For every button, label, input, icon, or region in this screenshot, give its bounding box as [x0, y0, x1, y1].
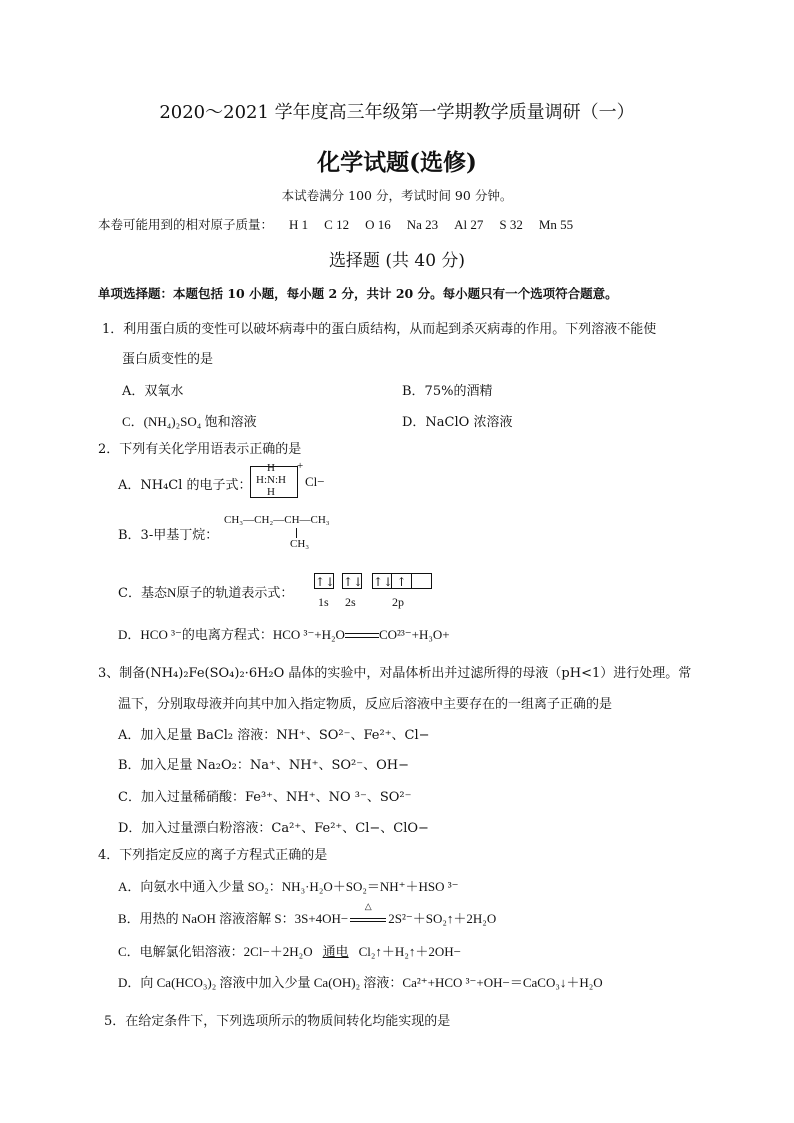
q2-b-branch: CH₃: [290, 538, 310, 550]
q1-option-d: D．NaClO 浓溶液: [402, 415, 513, 430]
equals-sign-icon: [350, 918, 386, 922]
exam-note: 本试卷满分 100 分，考试时间 90 分钟。: [281, 188, 513, 203]
atomic-mass-label: 本卷可能用到的相对原子质量：: [98, 217, 274, 232]
q4-c-right: Cl₂↑＋H₂↑＋2OH−: [358, 944, 461, 959]
exam-subtitle: 化学试题(选修): [317, 149, 477, 176]
atomic-mass-c: C 12: [324, 217, 350, 232]
atomic-mass-na: Na 23: [406, 217, 439, 232]
q4-b-condition: [348, 901, 388, 927]
atomic-mass-s: S 32: [499, 217, 523, 232]
q1-option-c: C．(NH₄)₂SO₄ 饱和溶液: [122, 414, 257, 429]
q3-stem-line1: 3、制备(NH₄)₂Fe(SO₄)₂·6H₂O 晶体的实验中，对晶体析出并过滤所得的母液（pH<1）进行处理。常: [98, 666, 692, 681]
q2-a-h-top: H: [267, 462, 275, 474]
q4-b-right: 2S²⁻＋SO₂↑＋2H₂O: [388, 911, 497, 926]
equilibrium-arrow-icon: [345, 631, 379, 641]
q1-stem-line2: 蛋白质变性的是: [122, 352, 214, 367]
q2-b-chain: CH₃—CH₂—CH—CH₃: [224, 514, 330, 526]
q2-a-h-bottom: H: [267, 486, 275, 498]
orbital-box: ↑↓: [343, 575, 364, 589]
q2-c-label-1s: 1s: [318, 595, 329, 609]
atomic-mass-o: O 16: [365, 217, 391, 232]
q1-stem-line1: 1．利用蛋白质的变性可以破坏病毒中的蛋白质结构，从而起到杀灭病毒的作用。下列溶液不能使: [102, 322, 657, 337]
section-heading: 选择题 (共 40 分): [328, 251, 466, 271]
q2-c-orbital-1s: [314, 573, 334, 589]
q2-c-label-2s: 2s: [345, 595, 356, 609]
q3-option-d: D．加入过量漂白粉溶液：Ca²⁺、Fe²⁺、Cl−、ClO−: [118, 821, 429, 836]
q5-stem: 5．在给定条件下，下列选项所示的物质间转化均能实现的是: [104, 1014, 451, 1029]
q2-c-n: N: [166, 585, 177, 600]
orbital-box: ↑↓: [315, 575, 336, 589]
q1-option-b: B．75%的酒精: [402, 384, 493, 399]
q4-c-left: C．电解氯化铝溶液：2Cl−＋2H₂O: [118, 944, 313, 959]
q3-option-c: C．加入过量稀硝酸：Fe³⁺、NH⁺、NO ³⁻、SO²⁻: [118, 790, 412, 805]
q2-option-d: [118, 624, 450, 643]
exam-title: 2020～2021 学年度高三年级第一学期教学质量调研（一）: [159, 102, 635, 123]
orbital-box: [412, 573, 432, 589]
q2-a-charge: +: [297, 460, 304, 472]
q4-option-a: A．向氨水中通入少量 SO₂：NH₃·H₂O＋SO₂＝NH⁺＋HSO ³⁻: [118, 879, 459, 894]
q2-d-right: CO²³⁻+H₃O+: [378, 627, 450, 642]
section-instruction: 单项选择题：本题包括 10 小题，每小题 2 分，共计 20 分。每小题只有一个选项符合题意。: [98, 286, 618, 301]
q4-option-b: [118, 901, 497, 927]
q2-a-anion: Cl−: [305, 474, 325, 489]
q1-option-a: A．双氧水: [122, 384, 184, 399]
q4-option-c: [118, 941, 461, 960]
atomic-mass-al: Al 27: [454, 217, 484, 232]
q2-a-h-n-h: H:N:H: [256, 474, 286, 486]
q2-stem: 2．下列有关化学用语表示正确的是: [98, 442, 302, 457]
q3-stem-line2: 温下，分别取母液并向其中加入指定物质，反应后溶液中主要存在的一组离子正确的是: [118, 697, 613, 712]
q2-c-orbital-2p: [372, 573, 432, 589]
orbital-box: ↑: [392, 573, 412, 589]
orbital-box: ↑↓: [373, 575, 394, 589]
atomic-mass-mn: Mn 55: [538, 217, 574, 232]
q2-option-c-label: [118, 582, 293, 601]
q2-b-branch-bond: [296, 528, 297, 538]
q4-stem: 4．下列指定反应的离子方程式正确的是: [98, 848, 328, 863]
atomic-mass-h: H 1: [289, 217, 309, 232]
q2-c-label-1: C．基态: [118, 586, 167, 601]
q4-c-condition: 通电: [322, 944, 349, 959]
q3-option-a: A．加入足量 BaCl₂ 溶液：NH⁺、SO²⁻、Fe²⁺、Cl−: [118, 728, 430, 743]
q2-c-orbital-2s: [342, 573, 362, 589]
q4-option-d: D．向 Ca(HCO₃)₂ 溶液中加入少量 Ca(OH)₂ 溶液：Ca²⁺+HCO ³⁻+OH−＝CaCO₃↓＋H₂O: [118, 975, 603, 990]
q2-d-left: D．HCO ³⁻的电离方程式：HCO ³⁻+H₂O: [118, 627, 345, 642]
q2-option-b-label: B．3-甲基丁烷：: [118, 528, 219, 543]
q3-option-b: B．加入足量 Na₂O₂：Na⁺、NH⁺、SO²⁻、OH−: [118, 758, 409, 773]
q2-c-label-2p: 2p: [392, 595, 404, 609]
q2-option-a-label: A．NH₄Cl 的电子式：: [118, 478, 252, 493]
q4-b-left: B．用热的 NaOH 溶液溶解 S：3S+4OH−: [118, 911, 349, 926]
q2-c-label-2: 原子的轨道表示式：: [176, 586, 294, 601]
atomic-mass-line: [98, 215, 573, 233]
heat-triangle-icon: △: [364, 901, 372, 911]
